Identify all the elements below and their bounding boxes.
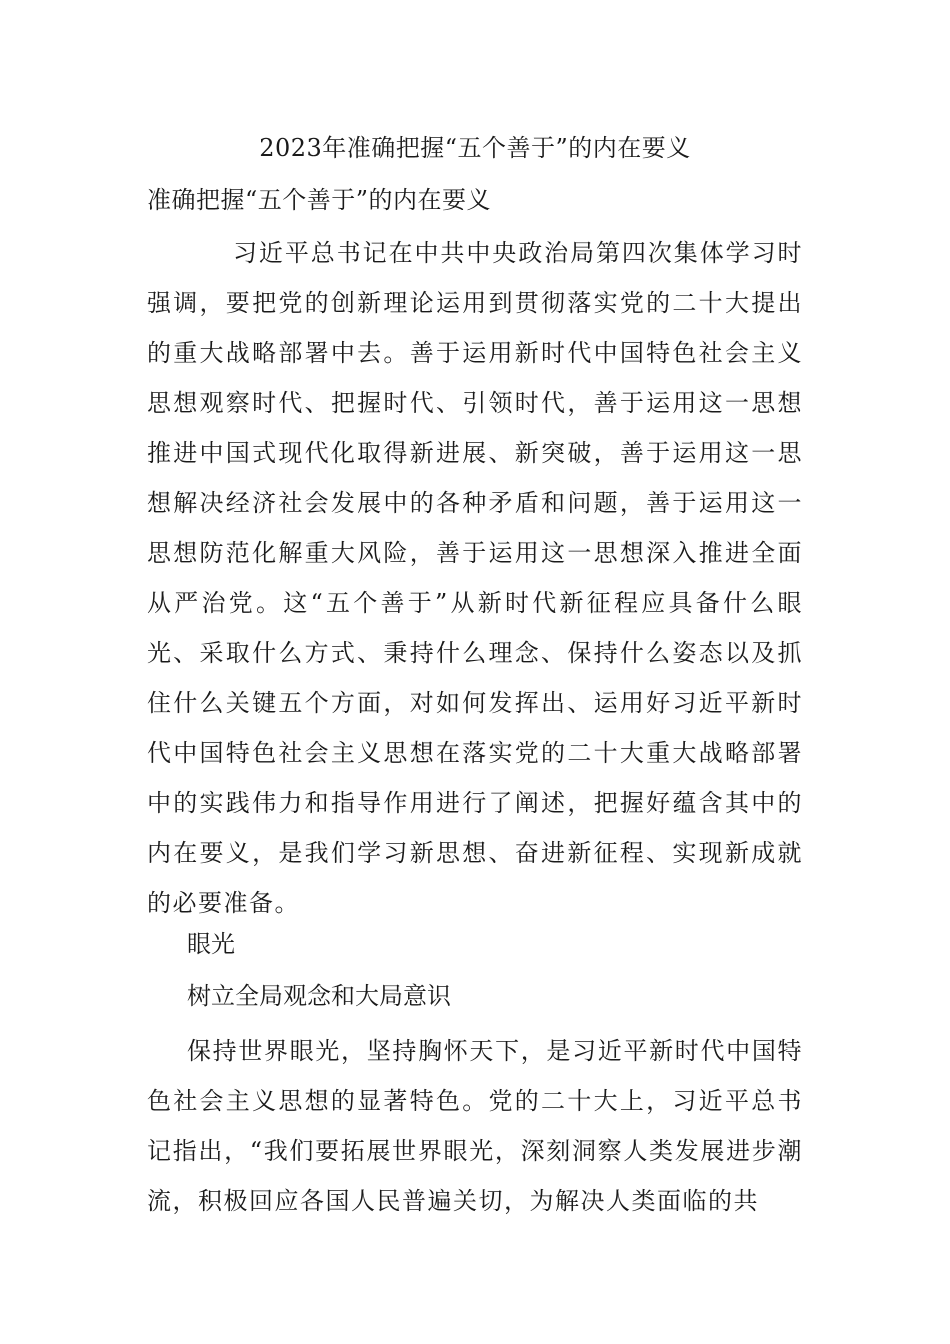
- document-subtitle: 准确把握“五个善于”的内在要义: [147, 186, 492, 214]
- body-paragraph-vision: 保持世界眼光，坚持胸怀天下，是习近平新时代中国特色社会主义思想的显著特色。党的二十大上，习近平总书记指出，“我们要拓展世界眼光，深刻洞察人类发展进步潮流，积极回应各国人民普遍关切，为解决人类面临的共: [147, 1037, 803, 1215]
- section-subheading: 树立全局观念和大局意识: [187, 982, 451, 1010]
- section-heading: 眼光: [187, 930, 235, 958]
- document-title: 2023年准确把握“五个善于”的内在要义: [259, 134, 691, 162]
- body-paragraph-intro: 习近平总书记在中共中央政治局第四次集体学习时强调，要把党的创新理论运用到贯彻落实党的二十大提出的重大战略部署中去。善于运用新时代中国特色社会主义思想观察时代、把握时代、引领时代，善于运用这一思想推进中国式现代化取得新进展、新突破，善于运用这一思想解决经济社会发展中的各种矛盾和问题，善于运用这一思想防范化解重大风险，善于运用这一思想深入推进全面从严治党。这“五个善于”从新时代新征程应具备什么眼光、采取什么方式、秉持什么理念、保持什么姿态以及抓住什么关键五个方面，对如何发挥出、运用好习近平新时代中国特色社会主义思想在落实党的二十大重大战略部署中的实践伟力和指导作用进行了阐述，把握好蕴含其中的内在要义，是我们学习新思想、奋进新征程、实现新成就的必要准备。: [147, 239, 803, 917]
